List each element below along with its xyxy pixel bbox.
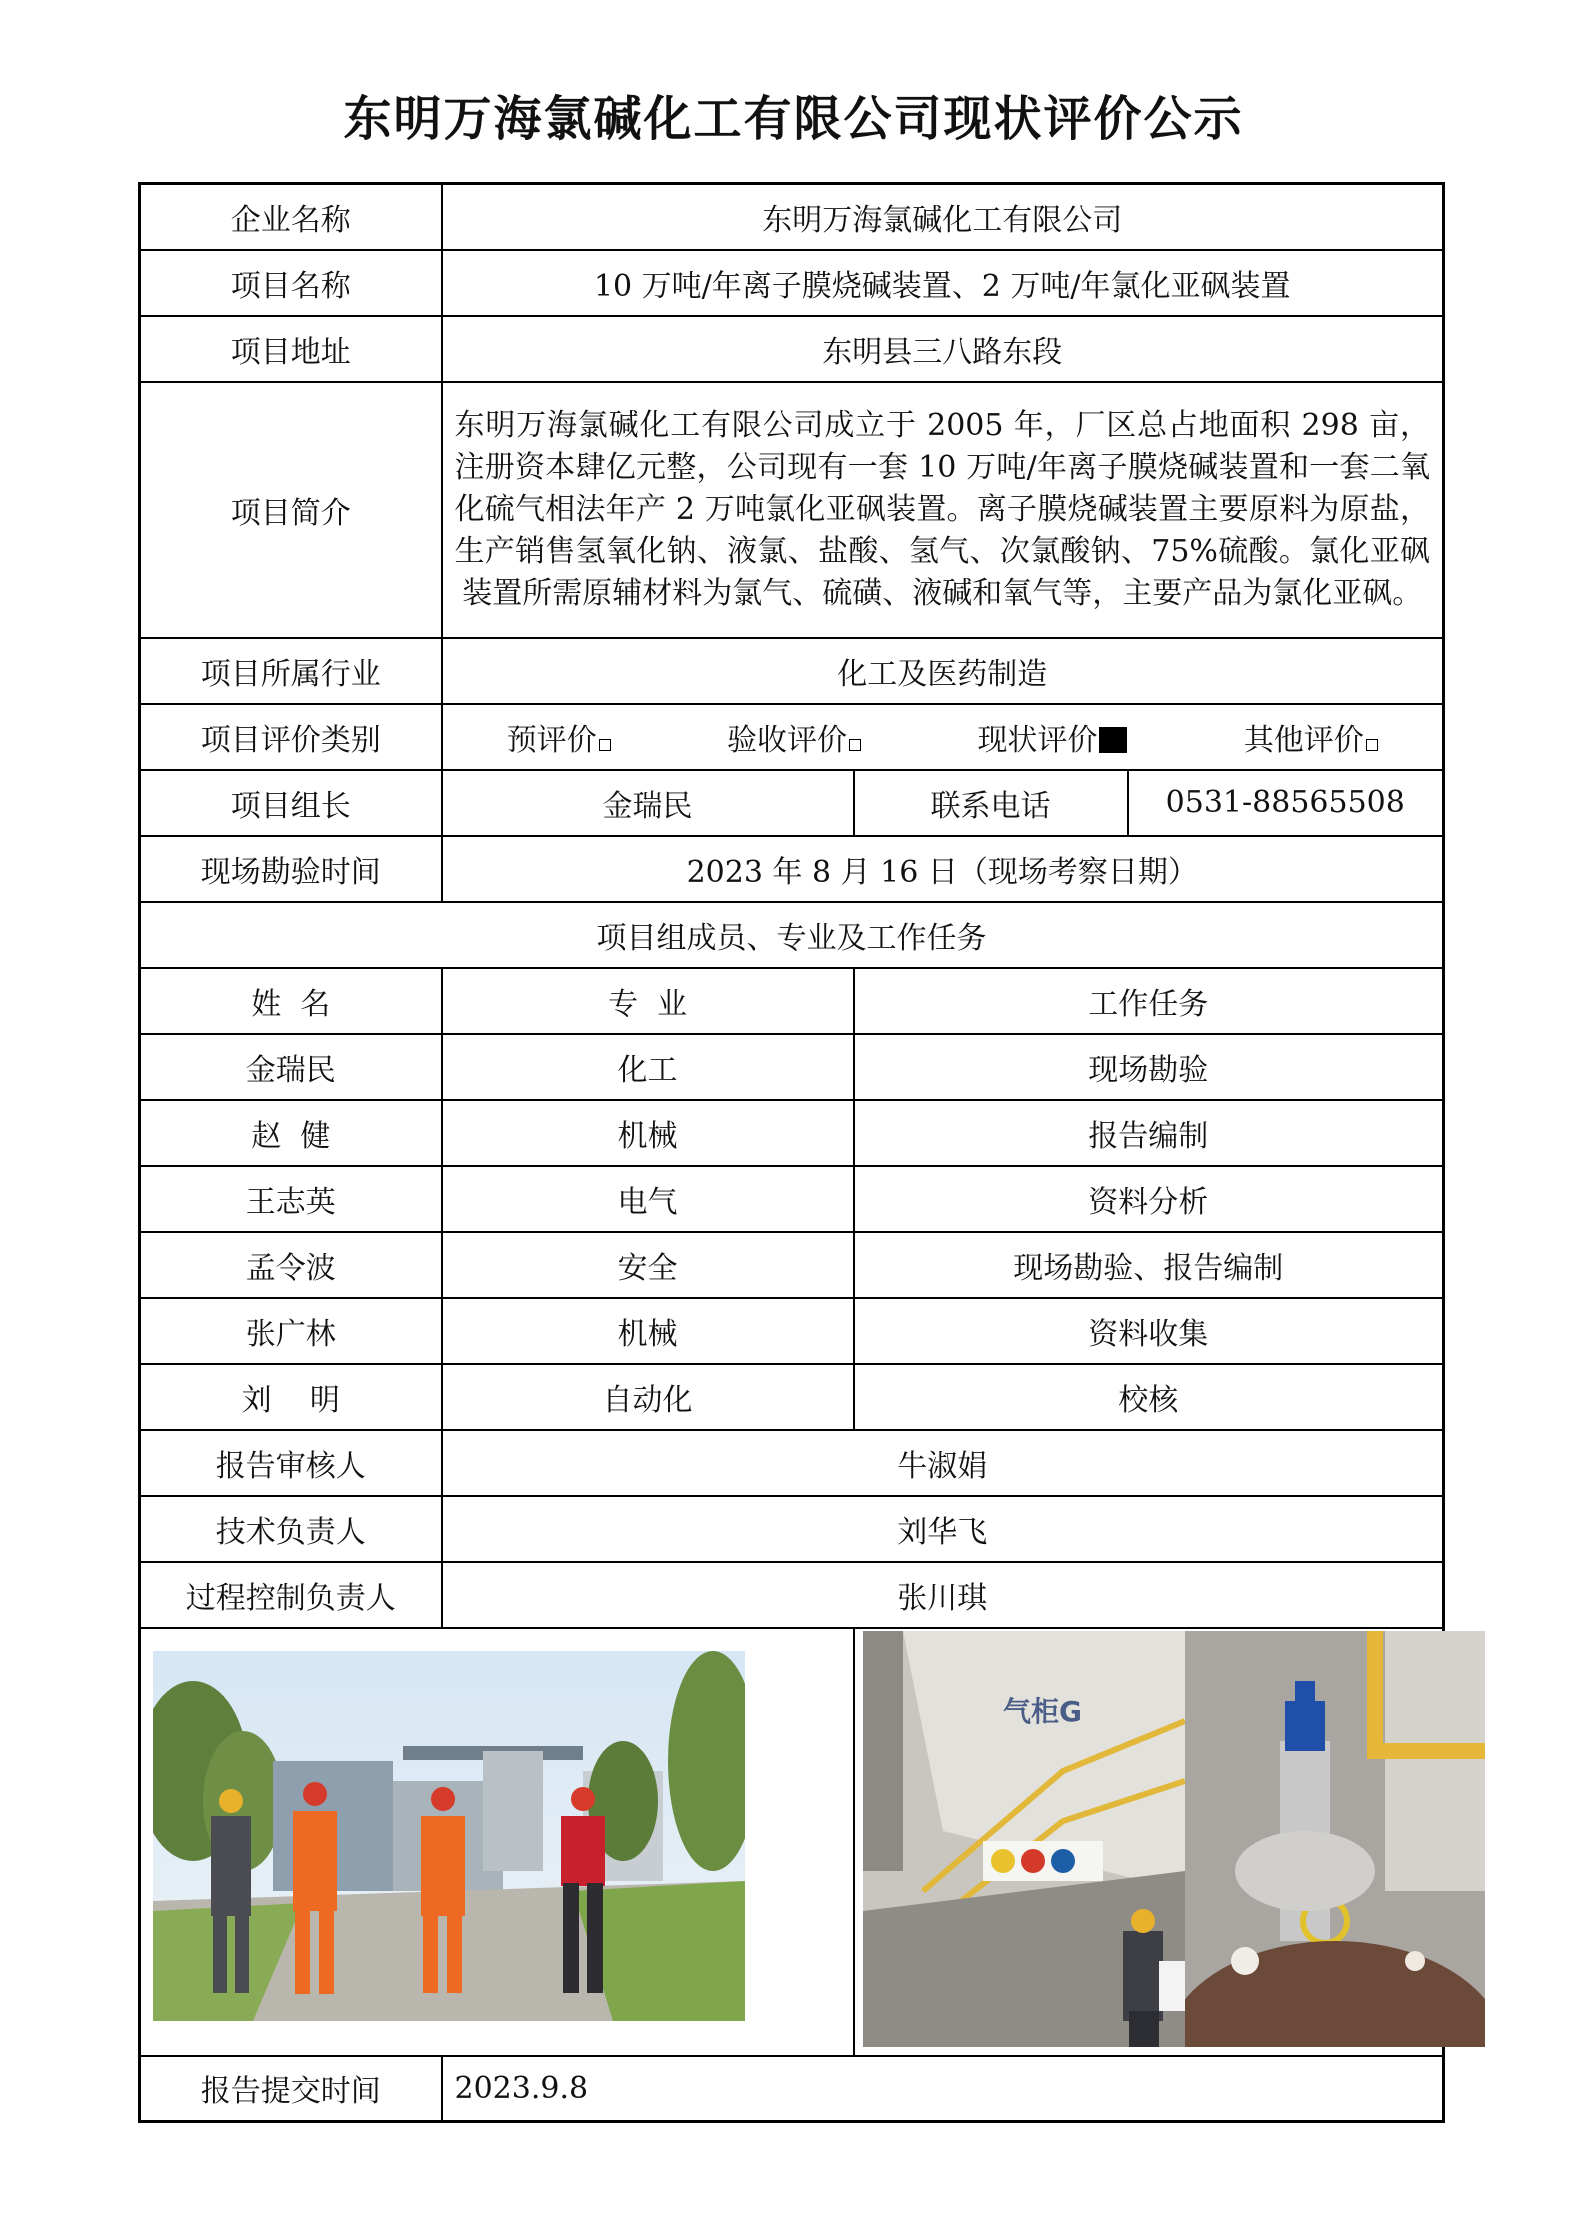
site-photo-gas-holder (863, 1631, 1185, 2047)
site-photo-group-image (153, 1651, 745, 2021)
site-photo-valve-image (1185, 1631, 1485, 2047)
members-header-task: 工作任务 (854, 968, 1444, 1034)
leader-label: 项目组长 (140, 770, 442, 836)
row-intro (140, 382, 1444, 638)
member-name: 孟令波 (140, 1232, 442, 1298)
member-task: 现场勘验 (854, 1034, 1444, 1100)
address-value: 东明县三八路东段 (442, 316, 1444, 382)
member-row (140, 1166, 1444, 1232)
row-photos (140, 1628, 1444, 2056)
project-value: 10 万吨/年离子膜烧碱装置、2 万吨/年氯化亚砜装置 (442, 250, 1444, 316)
option-acceptance-assessment: 验收评价 (727, 715, 861, 759)
category-label: 项目评价类别 (140, 704, 442, 770)
row-members-title (140, 902, 1444, 968)
option-status-assessment: 现状评价 (977, 715, 1127, 759)
survey-time-label: 现场勘验时间 (140, 836, 442, 902)
row-industry (140, 638, 1444, 704)
members-header-name: 姓 名 (140, 968, 442, 1034)
row-reviewer (140, 1430, 1444, 1496)
member-major: 化工 (442, 1034, 854, 1100)
option-pre-assessment: 预评价 (507, 715, 611, 759)
row-category (140, 704, 1444, 770)
members-header-major: 专 业 (442, 968, 854, 1034)
member-name: 王志英 (140, 1166, 442, 1232)
members-header-row (140, 968, 1444, 1034)
intro-value: 东明万海氯碱化工有限公司成立于 2005 年，厂区总占地面积 298 亩，注册资本肆亿元整，公司现有一套 10 万吨/年离子膜烧碱装置和一套二氧化硫气相法年产 2 万吨氯化亚砜装置。离子膜烧碱装置主要原料为原盐，生产销售氢氧化钠、液氯、盐酸、氢气、次氯酸钠、75%硫酸。氯化亚砜装置所需原辅材料为氯气、硫磺、液碱和氧气等，主要产品为氯化亚砜。 (442, 382, 1444, 638)
tech-lead-value: 刘华飞 (442, 1496, 1444, 1562)
row-tech-lead (140, 1496, 1444, 1562)
member-major: 机械 (442, 1100, 854, 1166)
row-project (140, 250, 1444, 316)
member-major: 安全 (442, 1232, 854, 1298)
member-task: 现场勘验、报告编制 (854, 1232, 1444, 1298)
member-major: 电气 (442, 1166, 854, 1232)
intro-label: 项目简介 (140, 382, 442, 638)
leader-name: 金瑞民 (442, 770, 854, 836)
phone-label: 联系电话 (854, 770, 1128, 836)
industry-value: 化工及医药制造 (442, 638, 1444, 704)
members-title: 项目组成员、专业及工作任务 (140, 902, 1444, 968)
reviewer-label: 报告审核人 (140, 1430, 442, 1496)
tech-lead-label: 技术负责人 (140, 1496, 442, 1562)
submit-time-value: 2023.9.8 (442, 2056, 1444, 2122)
member-task: 报告编制 (854, 1100, 1444, 1166)
checkbox-acceptance-assessment-icon (849, 739, 861, 751)
category-options (442, 704, 1444, 770)
checkbox-pre-assessment-icon (599, 739, 611, 751)
member-name: 金瑞民 (140, 1034, 442, 1100)
member-row (140, 1364, 1444, 1430)
site-photo-valve (1185, 1631, 1485, 2047)
member-major: 自动化 (442, 1364, 854, 1430)
member-name: 赵 健 (140, 1100, 442, 1166)
member-name: 张广林 (140, 1298, 442, 1364)
page-title: 东明万海氯碱化工有限公司现状评价公示 (343, 91, 1244, 147)
row-submit-time (140, 2056, 1444, 2122)
survey-time-value: 2023 年 8 月 16 日（现场考察日期） (442, 836, 1444, 902)
company-label: 企业名称 (140, 184, 442, 250)
industry-label: 项目所属行业 (140, 638, 442, 704)
checkbox-other-assessment-icon (1366, 739, 1378, 751)
photo-cell-right (854, 1628, 1444, 2056)
row-survey-time (140, 836, 1444, 902)
address-label: 项目地址 (140, 316, 442, 382)
member-name: 刘 明 (140, 1364, 442, 1430)
reviewer-value: 牛淑娟 (442, 1430, 1444, 1496)
member-task: 校核 (854, 1364, 1444, 1430)
row-company (140, 184, 1444, 250)
row-address (140, 316, 1444, 382)
member-row (140, 1100, 1444, 1166)
row-leader (140, 770, 1444, 836)
row-process-lead (140, 1562, 1444, 1628)
process-lead-value: 张川琪 (442, 1562, 1444, 1628)
member-row (140, 1034, 1444, 1100)
submit-time-label: 报告提交时间 (140, 2056, 442, 2122)
member-task: 资料分析 (854, 1166, 1444, 1232)
process-lead-label: 过程控制负责人 (140, 1562, 442, 1628)
option-other-assessment: 其他评价 (1244, 715, 1378, 759)
member-row (140, 1298, 1444, 1364)
member-task: 资料收集 (854, 1298, 1444, 1364)
photo-cell-left (140, 1628, 854, 2056)
checkbox-status-assessment-checked-icon (1099, 727, 1127, 753)
site-photo-gas-holder-image (863, 1631, 1185, 2047)
site-photo-group (153, 1651, 745, 2021)
phone-value: 0531-88565508 (1128, 770, 1444, 836)
gas-holder-sign-text: 气柜G (1002, 1694, 1082, 1728)
assessment-form-table (138, 182, 1445, 2123)
company-value: 东明万海氯碱化工有限公司 (442, 184, 1444, 250)
member-major: 机械 (442, 1298, 854, 1364)
member-row (140, 1232, 1444, 1298)
project-label: 项目名称 (140, 250, 442, 316)
